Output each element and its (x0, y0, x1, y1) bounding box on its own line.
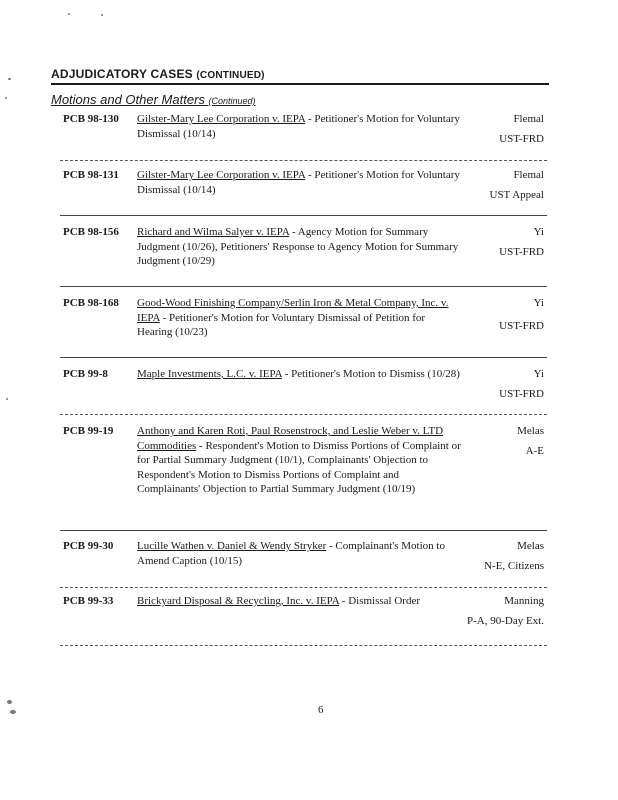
case-motion: - Petitioner's Motion for Voluntary Dismissal (10/14) (137, 113, 460, 140)
board-member: Melas (517, 540, 544, 552)
case-title: Gilster-Mary Lee Corporation v. IEPA (137, 169, 306, 181)
section-title (51, 92, 256, 107)
case-assignment (484, 539, 544, 573)
scan-speck (5, 97, 7, 99)
scan-speck (8, 78, 11, 80)
header-title-main: ADJUDICATORY CASES (51, 67, 193, 81)
case-number: PCB 98-131 (63, 169, 119, 181)
case-title: Brickyard Disposal & Recycling, Inc. v. IEPA (137, 595, 340, 607)
row-divider (60, 530, 547, 531)
case-type: UST-FRD (499, 245, 544, 258)
case-title: Richard and Wilma Salyer v. IEPA (137, 226, 290, 238)
page-number: 6 (318, 704, 324, 716)
case-title: Maple Investments, L.C. v. IEPA (137, 368, 282, 380)
case-description (137, 367, 463, 382)
case-description (137, 539, 463, 568)
case-motion: - Respondent's Motion to Dismiss Portions of Complaint or for Partial Summary Judgment (10/1), Complainants' Objection to Respondent's Motion to Dismiss Portions of Complaint and Complainants' Objection to Partial Summary Judgment (10/19) (137, 439, 461, 495)
row-divider (60, 414, 547, 415)
case-number: PCB 98-130 (63, 113, 119, 125)
scan-speck (10, 710, 16, 714)
row-divider (60, 215, 547, 216)
case-row (51, 367, 547, 407)
case-number: PCB 98-168 (63, 297, 119, 309)
case-title: Anthony and Karen Roti, Paul Rosenstrock, and Leslie Weber v. LTD Commodities (137, 425, 444, 452)
case-type: UST-FRD (499, 132, 544, 145)
header-rule (51, 83, 549, 85)
case-type: P-A, 90-Day Ext. (467, 614, 544, 627)
row-divider (60, 286, 547, 287)
case-motion: - Petitioner's Motion to Dismiss (10/28) (281, 368, 460, 380)
board-member: Manning (504, 595, 544, 607)
case-row (51, 168, 547, 208)
board-member: Flemal (513, 113, 544, 125)
case-assignment (517, 424, 544, 458)
row-divider (60, 357, 547, 358)
case-motion: - Dismissal Order (339, 595, 421, 607)
case-title: Good-Wood Finishing Company/Serlin Iron & Metal Company, Inc. v. IEPA (137, 297, 449, 324)
board-member: Yi (533, 368, 544, 380)
case-assignment (499, 112, 544, 146)
case-row (51, 594, 547, 642)
row-divider (60, 587, 547, 588)
case-row (51, 539, 547, 585)
row-divider (60, 645, 547, 646)
scan-speck (6, 398, 8, 400)
case-type: N-E, Citizens (484, 559, 544, 572)
case-type: A-E (525, 444, 544, 457)
header-title-suffix: (CONTINUED) (196, 70, 265, 81)
board-member: Flemal (513, 169, 544, 181)
case-description (137, 296, 463, 340)
page-header (51, 67, 265, 81)
case-row (51, 112, 547, 152)
case-title: Gilster-Mary Lee Corporation v. IEPA (137, 113, 306, 125)
case-description (137, 168, 463, 197)
case-type: UST-FRD (499, 319, 544, 332)
case-assignment (499, 296, 544, 333)
case-description (137, 594, 463, 609)
case-description (137, 112, 463, 141)
scan-speck (68, 13, 70, 15)
case-description (137, 225, 463, 269)
case-assignment (490, 168, 545, 202)
scan-speck (7, 700, 12, 704)
case-title: Lucille Wathen v. Daniel & Wendy Stryker (137, 540, 327, 552)
scan-speck (101, 14, 103, 16)
section-title-text: Motions and Other Matters (51, 92, 205, 107)
case-assignment (499, 225, 544, 259)
row-divider (60, 160, 547, 161)
case-number: PCB 99-33 (63, 595, 114, 607)
case-motion: - Petitioner's Motion for Voluntary Dismissal (10/14) (137, 169, 460, 196)
case-row (51, 424, 547, 524)
case-number: PCB 98-156 (63, 226, 119, 238)
case-motion: - Agency Motion for Summary Judgment (10/26), Petitioners' Response to Agency Motion for Summary Judgment (10/29) (137, 226, 459, 267)
case-number: PCB 99-19 (63, 425, 114, 437)
case-number: PCB 99-30 (63, 540, 114, 552)
case-description (137, 424, 463, 497)
case-number: PCB 99-8 (63, 368, 108, 380)
case-assignment (464, 594, 544, 628)
board-member: Yi (533, 297, 544, 309)
board-member: Yi (533, 226, 544, 238)
case-type: UST-FRD (499, 387, 544, 400)
board-member: Melas (517, 425, 544, 437)
case-row (51, 225, 547, 273)
case-motion: - Complainant's Motion to Amend Caption (10/15) (137, 540, 445, 567)
case-motion: - Petitioner's Motion for Voluntary Dismissal of Petition for Hearing (10/23) (137, 311, 426, 338)
case-row (51, 296, 547, 344)
case-type: UST Appeal (489, 188, 544, 201)
section-continued: (Continued) (208, 96, 256, 106)
case-assignment (499, 367, 544, 401)
